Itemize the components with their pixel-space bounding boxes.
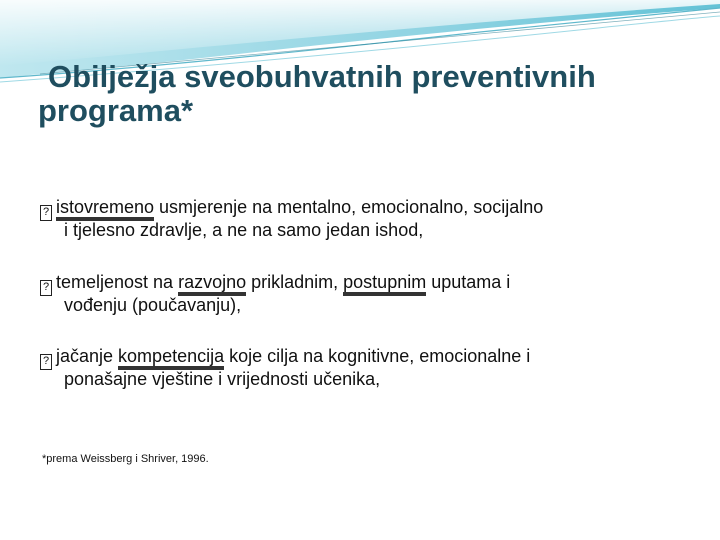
bullet-marker-icon: ? (40, 205, 52, 221)
underlined-term: postupnim (343, 272, 426, 296)
bullet-item-2 (40, 273, 690, 315)
bullet-text-continuation: i tjelesno zdravlje, a ne na samo jedan ishod, (64, 220, 424, 240)
underlined-term: kompetencija (118, 346, 224, 370)
underlined-term: istovremeno (56, 197, 154, 221)
bullet-text: temeljenost na (56, 272, 179, 292)
bullet-text-continuation: ponašajne vještine i vrijednosti učenika, (64, 369, 381, 389)
title-line-2: programa* (38, 93, 194, 128)
bullet-text: uputama i (426, 272, 511, 292)
bullet-item-1 (40, 198, 690, 240)
underlined-term: razvojno (178, 272, 246, 296)
bullet-text: prikladnim, (246, 272, 344, 292)
bullet-marker-icon: ? (40, 280, 52, 296)
bullet-text-continuation: vođenju (poučavanju), (64, 295, 242, 315)
slide-title (38, 60, 698, 128)
bullet-item-3 (40, 347, 690, 389)
bullet-text: koje cilja na kognitivne, emocionalne i (224, 346, 531, 366)
bullet-text: usmjerenje na mentalno, emocionalno, socijalno (154, 197, 544, 217)
footnote: *prema Weissberg i Shriver, 1996. (42, 453, 209, 465)
bullet-marker-icon: ? (40, 354, 52, 370)
title-line-1: Obilježja sveobuhvatnih preventivnih (48, 59, 596, 94)
bullet-text: jačanje (56, 346, 119, 366)
